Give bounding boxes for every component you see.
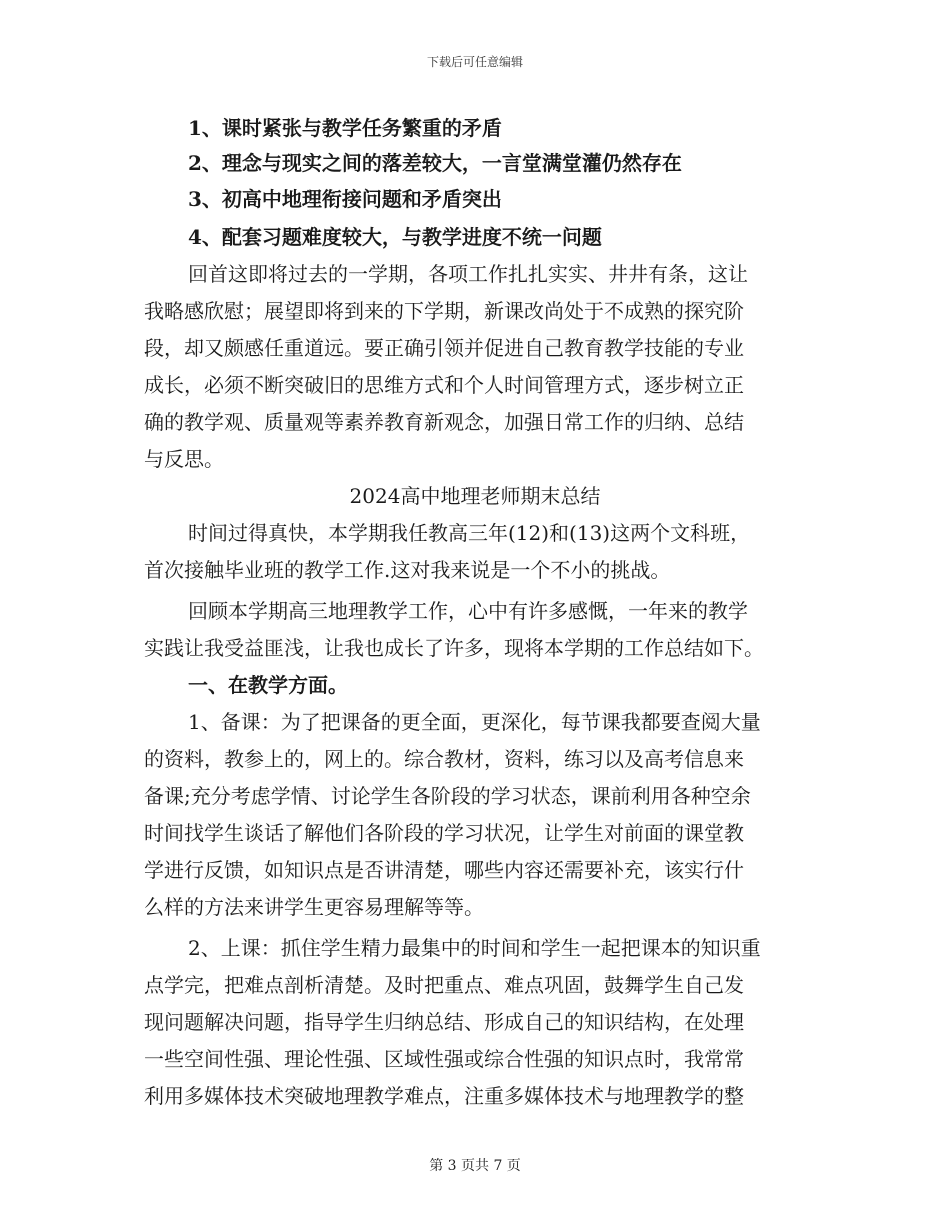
paragraph-line: 点学完，把难点剖析清楚。及时把重点、难点巩固，鼓舞学生自己发 xyxy=(144,973,744,997)
paragraph-line: 实践让我受益匪浅，让我也成长了许多，现将本学期的工作总结如下。 xyxy=(144,636,764,660)
paragraph-line: 1、备课：为了把课备的更全面，更深化，每节课我都要查阅大量 xyxy=(188,710,761,734)
paragraph-line: 学进行反馈，如知识点是否讲清楚，哪些内容还需要补充，该实行什 xyxy=(144,858,744,882)
paragraph-line: 利用多媒体技术突破地理教学难点，注重多媒体技术与地理教学的整 xyxy=(144,1084,744,1108)
paragraph-line: 回首这即将过去的一学期，各项工作扎扎实实、井井有条，这让 xyxy=(188,262,748,286)
list-item: 4、配套习题难度较大，与教学进度不统一问题 xyxy=(188,225,602,249)
section-heading: 一、在教学方面。 xyxy=(188,673,348,697)
list-item: 2、理念与现实之间的落差较大，一言堂满堂灌仍然存在 xyxy=(188,151,682,175)
list-item: 3、初高中地理衔接问题和矛盾突出 xyxy=(188,187,502,211)
list-item: 1、课时紧张与教学任务繁重的矛盾 xyxy=(188,116,502,140)
paragraph-line: 我略感欣慰；展望即将到来的下学期，新课改尚处于不成熟的探究阶 xyxy=(144,299,744,323)
paragraph-line: 首次接触毕业班的教学工作.这对我来说是一个不小的挑战。 xyxy=(144,558,671,582)
paragraph-line: 时间找学生谈话了解他们各阶段的学习状况，让学生对前面的课堂教 xyxy=(144,821,744,845)
paragraph-line: 2、上课：抓住学生精力最集中的时间和学生一起把课本的知识重 xyxy=(188,936,761,960)
paragraph-line: 一些空间性强、理论性强、区域性强或综合性强的知识点时，我常常 xyxy=(144,1047,744,1071)
section-title: 2024高中地理老师期末总结 xyxy=(349,484,601,508)
paragraph-line: 时间过得真快，本学期我任教高三年(12)和(13)这两个文科班， xyxy=(188,521,751,545)
paragraph-line: 成长，必须不断突破旧的思维方式和个人时间管理方式，逐步树立正 xyxy=(144,373,744,397)
paragraph-line: 与反思。 xyxy=(144,447,224,471)
paragraph-line: 回顾本学期高三地理教学工作，心中有许多感慨，一年来的教学 xyxy=(188,599,748,623)
paragraph-line: 确的教学观、质量观等素养教育新观念，加强日常工作的归纳、总结 xyxy=(144,410,744,434)
page-number: 第 3 页共 7 页 xyxy=(429,1158,521,1174)
paragraph-line: 备课;充分考虑学情、讨论学生各阶段的学习状态，课前利用各种空余 xyxy=(144,784,751,808)
paragraph-line: 段，却又颇感任重道远。要正确引领并促进自己教育教学技能的专业 xyxy=(144,336,744,360)
paragraph-line: 的资料，教参上的，网上的。综合教材，资料，练习以及高考信息来 xyxy=(144,747,744,771)
paragraph-line: 么样的方法来讲学生更容易理解等等。 xyxy=(144,895,484,919)
paragraph-line: 现问题解决问题，指导学生归纳总结、形成自己的知识结构，在处理 xyxy=(144,1010,744,1034)
header-note: 下载后可任意编辑 xyxy=(426,55,523,69)
